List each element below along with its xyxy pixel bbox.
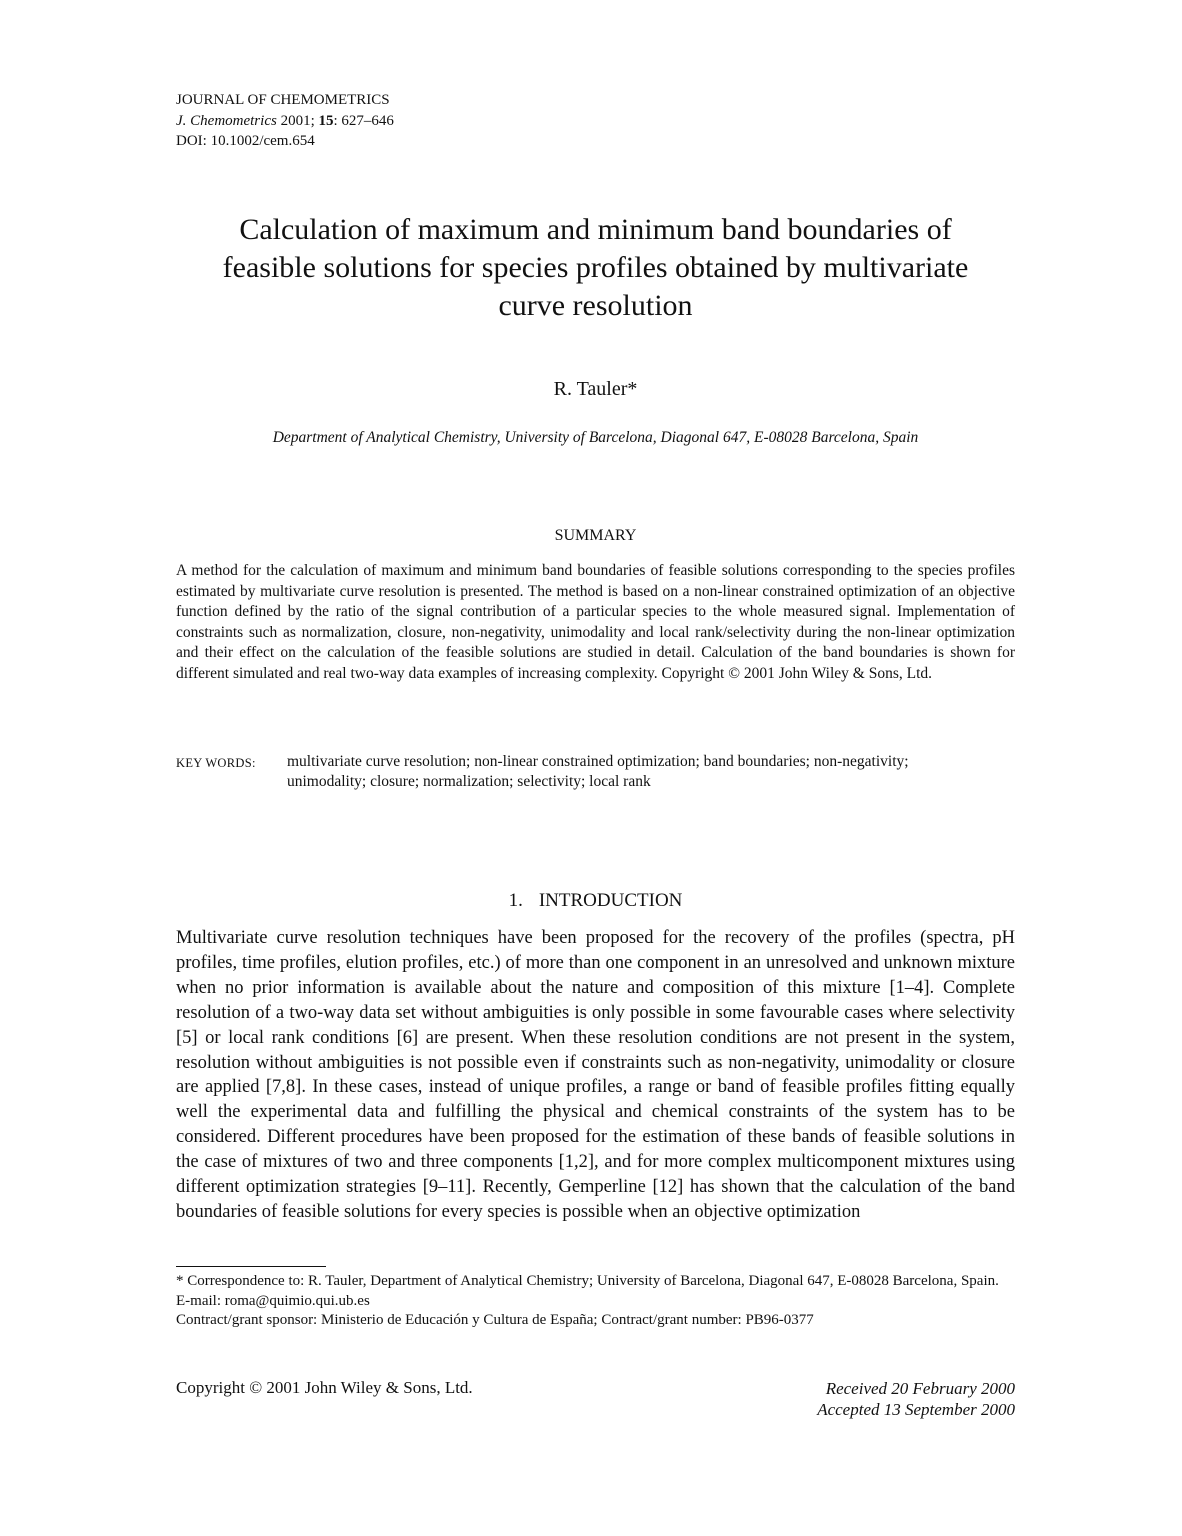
masthead [176, 90, 394, 152]
citation-pages: : 627–646 [333, 112, 394, 129]
introduction-text: Multivariate curve resolution techniques have been proposed for the recovery of the profiles (spectra, pH profiles, time profiles, elution profiles, etc.) of more than one component in an unresolved and unknown mixture when no prior information is available about the nature and composition of this mixture [1–4]. Complete resolution of a two-way data set without ambiguities is only possible in some favourable cases where selectivity [5] or local rank conditions [6] are present. When these resolution conditions are not present in the system, resolution without ambiguities is not possible even if constraints such as non-negativity, unimodality or closure are applied [7,8]. In these cases, instead of unique profiles, a range or band of feasible profiles fitting equally well the experimental data and fulfilling the physical and chemical constraints of the system has to be considered. Different procedures have been proposed for the estimation of these bands of feasible solutions in the case of mixtures of two and three components [1,2], and for more complex multicomponent mixtures using different optimization strategies [9–11]. Recently, Gemperline [12] has shown that the calculation of the band boundaries of feasible solutions for every species is possible when an objective optimization [176, 928, 1015, 1222]
footer-dates [817, 1378, 1015, 1420]
journal-name: JOURNAL OF CHEMOMETRICS [176, 92, 390, 108]
section-number: 1. [508, 890, 523, 911]
title-line-1: Calculation of maximum and minimum band boundaries of [239, 213, 952, 246]
keywords [176, 752, 1015, 792]
footnote-email: E-mail: roma@quimio.qui.ub.es [176, 1292, 370, 1309]
footnotes [176, 1272, 1015, 1331]
summary-text: A method for the calculation of maximum and minimum band boundaries of feasible solutions corresponding to the species profiles estimated by multivariate curve resolution is presented. The method is based on a non-linear constrained optimization of an objective function defined by the ratio of the signal contribution of a particular species to the whole measured signal. Implementation of constraints such as normalization, closure, non-negativity, unimodality and local rank/selectivity during the non-linear optimization and their effect on the calculation of the feasible solutions are studied in detail. Calculation of the band boundaries is shown for different simulated and real two-way data examples of increasing complexity. Copyright © 2001 John Wiley & Sons, Ltd. [176, 562, 1015, 682]
accepted-date: Accepted 13 September 2000 [817, 1400, 1015, 1419]
doi: DOI: 10.1002/cem.654 [176, 133, 315, 149]
section-title: INTRODUCTION [538, 890, 683, 911]
citation-year: 2001; [280, 112, 315, 129]
received-date: Received 20 February 2000 [825, 1379, 1015, 1398]
footnote-correspondence: * Correspondence to: R. Tauler, Department of Analytical Chemistry; University of Barcelona, Diagonal 647, E-08028 Barcelona, Spain. [176, 1273, 999, 1289]
title-line-2: feasible solutions for species profiles obtained by multivariate [222, 251, 969, 284]
footer-copyright: Copyright © 2001 John Wiley & Sons, Ltd. [176, 1378, 473, 1397]
citation-line [176, 111, 394, 132]
citation-journal: J. Chemometrics [176, 112, 277, 129]
citation-volume: 15 [318, 112, 334, 129]
author: R. Tauler* [553, 378, 638, 400]
section-heading-introduction [176, 890, 1015, 912]
keywords-label: KEY WORDS: [176, 756, 256, 770]
summary-heading: SUMMARY [554, 527, 637, 544]
paper-title [176, 211, 1015, 325]
title-line-3: curve resolution [498, 289, 693, 322]
affiliation: Department of Analytical Chemistry, University of Barcelona, Diagonal 647, E-08028 Barcelona, Spain [272, 429, 919, 446]
keywords-text: multivariate curve resolution; non-linear constrained optimization; band boundaries; non-negativity; unimodality; closure; normalization; selectivity; local rank [287, 753, 909, 790]
footnote-grant: Contract/grant sponsor: Ministerio de Educación y Cultura de España; Contract/grant number: PB96-0377 [176, 1312, 814, 1328]
footnote-divider [176, 1266, 326, 1267]
